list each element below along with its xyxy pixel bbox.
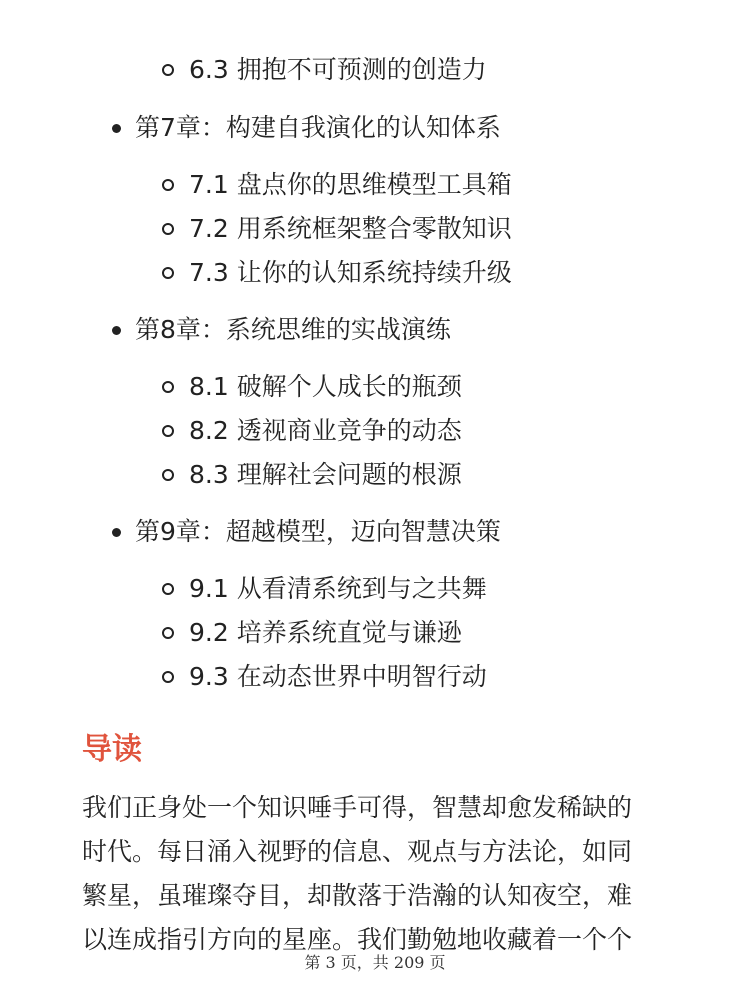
toc-section-label: 7.2 用系统框架整合零散知识	[189, 214, 512, 243]
hollow-bullet-icon	[162, 223, 174, 235]
hollow-bullet-icon	[162, 64, 174, 76]
paragraph-line: 我们正身处一个知识唾手可得，智慧却愈发稀缺的	[82, 793, 633, 822]
paragraph-line: 时代。每日涌入视野的信息、观点与方法论，如同	[82, 837, 633, 866]
toc-section-label: 8.1 破解个人成长的瓶颈	[189, 372, 462, 401]
hollow-bullet-icon	[162, 381, 174, 393]
toc-section-label: 7.3 让你的认知系统持续升级	[189, 258, 512, 287]
paragraph-line: 繁星，虽璀璨夺目，却散落于浩瀚的认知夜空，难	[82, 881, 633, 910]
filled-bullet-icon	[112, 528, 121, 537]
hollow-bullet-icon	[162, 267, 174, 279]
hollow-bullet-icon	[162, 179, 174, 191]
toc-chapter-label: 第8章：系统思维的实战演练	[135, 315, 451, 344]
filled-bullet-icon	[112, 326, 121, 335]
hollow-bullet-icon	[162, 583, 174, 595]
page-number-footer: 第 3 页，共 209 页	[304, 953, 446, 972]
toc-section-label: 9.1 从看清系统到与之共舞	[189, 574, 487, 603]
toc-section-label: 6.3 拥抱不可预测的创造力	[189, 55, 487, 84]
toc-chapter-label: 第9章：超越模型，迈向智慧决策	[135, 517, 501, 546]
paragraph-line: 以连成指引方向的星座。我们勤勉地收藏着一个个	[82, 925, 633, 954]
toc-section-label: 9.3 在动态世界中明智行动	[189, 662, 487, 691]
hollow-bullet-icon	[162, 671, 174, 683]
hollow-bullet-icon	[162, 469, 174, 481]
intro-paragraph	[82, 786, 682, 962]
filled-bullet-icon	[112, 124, 121, 133]
hollow-bullet-icon	[162, 627, 174, 639]
toc-section-label: 7.1 盘点你的思维模型工具箱	[189, 170, 512, 199]
toc-section-label: 8.2 透视商业竞争的动态	[189, 416, 462, 445]
toc-chapter-label: 第7章：构建自我演化的认知体系	[135, 113, 501, 142]
hollow-bullet-icon	[162, 425, 174, 437]
toc-section-label: 9.2 培养系统直觉与谦逊	[189, 618, 462, 647]
toc-section-label: 8.3 理解社会问题的根源	[189, 460, 462, 489]
section-heading: 导读	[82, 732, 142, 767]
